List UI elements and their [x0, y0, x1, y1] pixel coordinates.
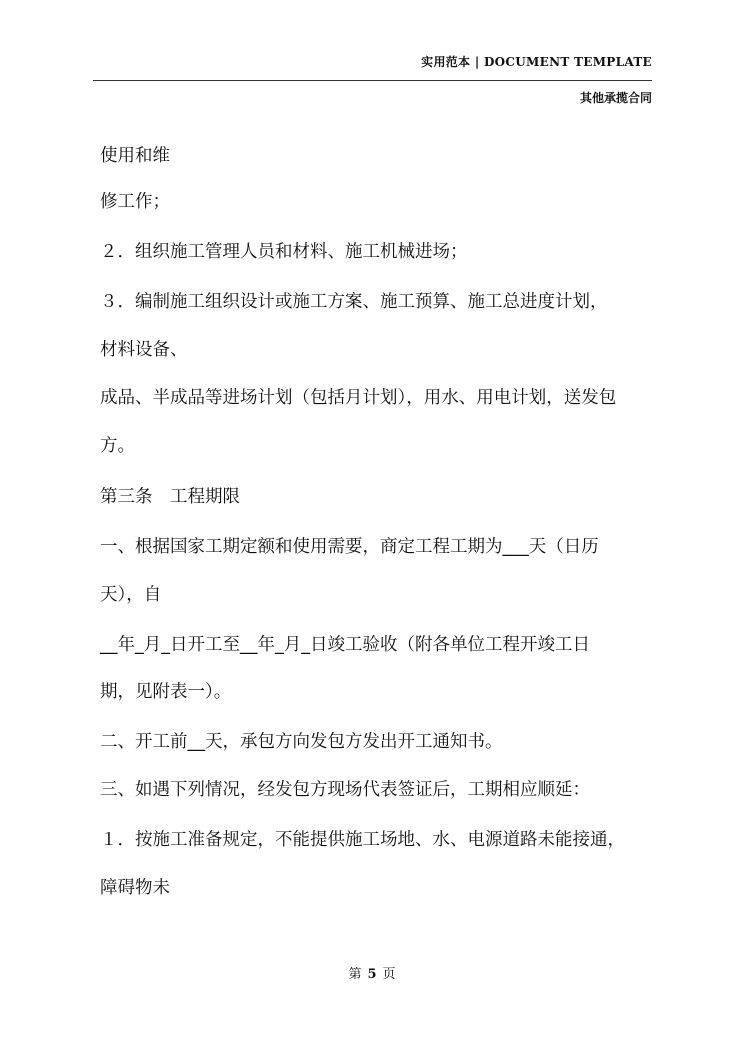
body-line: 障碍物未: [100, 878, 170, 898]
header-subtitle: 其他承揽合同: [579, 91, 652, 105]
body-line: 方。: [100, 436, 135, 456]
page-suffix: 页: [382, 967, 396, 982]
body-line: ３．编制施工组织设计或施工方案、施工预算、施工总进度计划，: [100, 292, 608, 312]
body-line: 期，见附表一）。: [100, 682, 232, 702]
body-line: １．按施工准备规定，不能提供施工场地、水、电源道路未能接通，: [100, 830, 625, 850]
body-line: 一、根据国家工期定额和使用需要，商定工程工期为___天（日历: [100, 537, 599, 557]
body-line: 二、开工前__天，承包方向发包方发出开工通知书。: [100, 732, 503, 752]
header-title: 实用范本 | DOCUMENT TEMPLATE: [421, 55, 652, 69]
body-line: 三、如遇下列情况，经发包方现场代表签证后，工期相应顺延：: [100, 780, 590, 800]
body-line: __年_月_日开工至__年_月_日竣工验收（附各单位工程开竣工日: [100, 635, 590, 655]
body-line: ２．组织施工管理人员和材料、施工机械进场；: [100, 242, 468, 262]
section-heading: 第三条 工程期限: [100, 487, 240, 507]
page-prefix: 第: [348, 967, 362, 982]
body-line: 使用和维: [100, 146, 170, 166]
body-line: 材料设备、: [100, 340, 188, 360]
page-number: 5: [367, 967, 377, 982]
page-footer: [0, 963, 744, 982]
body-line: 天），自: [100, 585, 162, 605]
header-divider: [93, 80, 652, 81]
body-line: 修工作；: [100, 192, 170, 212]
body-line: 成品、半成品等进场计划（包括月计划），用水、用电计划，送发包: [100, 388, 617, 408]
